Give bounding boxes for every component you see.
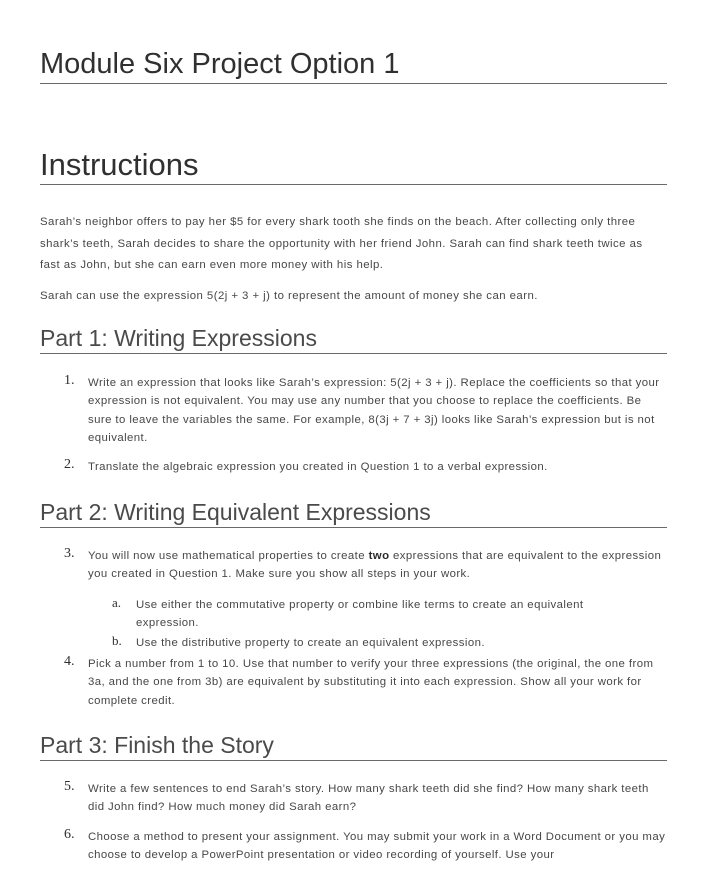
sub-list-letter: b. [112, 633, 122, 648]
list-text: Write a few sentences to end Sarah’s story. How many shark teeth did she find? How many shark teeth did John find? How much money did Sarah earn? [88, 783, 649, 814]
list-number: 5. [64, 779, 75, 794]
page-title: Module Six Project Option 1 [40, 46, 667, 84]
bold-emphasis: two [368, 550, 390, 562]
list-number: 4. [64, 654, 75, 669]
list-text [88, 547, 666, 584]
expression-paragraph: Sarah can use the expression 5(2j + 3 + j) to represent the amount of money she can earn. [40, 290, 538, 302]
sub-list-text: Use either the commutative property or combine like terms to create an equivalent expression. [136, 599, 584, 629]
part3-heading: Part 3: Finish the Story [40, 732, 667, 761]
list-number: 3. [64, 546, 75, 561]
list-number: 1. [64, 373, 75, 388]
part2-heading: Part 2: Writing Equivalent Expressions [40, 499, 667, 528]
sub-list-letter: a. [112, 595, 122, 610]
intro-paragraph: Sarah’s neighbor offers to pay her $5 for every shark tooth she finds on the beach. After collecting only three shark’s teeth, Sarah decides to share the opportunity with her friend John. Sarah can find shark teeth twice as fast as John, but she can earn even more money with his help. [40, 216, 643, 271]
list-text-after: expressions that are equivalent to the expression you created in Question 1. Make sure you show all steps in your work. [88, 550, 662, 581]
part1-heading: Part 1: Writing Expressions [40, 325, 667, 354]
sub-list-text: Use the distributive property to create an equivalent expression. [136, 637, 485, 649]
list-text: Pick a number from 1 to 10. Use that number to verify your three expressions (the original, the one from 3a, and the one from 3b) are equivalent by substituting it into each expression. Show all your work for complete credit. [88, 658, 654, 707]
list-text: Choose a method to present your assignment. You may submit your work in a Word Document or you may choose to develop a PowerPoint presentation or video recording of yourself. Use your [88, 831, 666, 862]
list-number: 6. [64, 827, 75, 842]
list-text-before: You will now use mathematical properties to create [88, 550, 369, 562]
list-text: Translate the algebraic expression you created in Question 1 to a verbal expression. [88, 461, 548, 473]
list-text: Write an expression that looks like Sarah’s expression: 5(2j + 3 + j). Replace the coefficients so that your expression is not equivalent. You may use any number that you choose to replace the coefficients. Be sure to leave the variables the same. For example, 8(3j + 7 + 3j) looks like Sarah’s expression but is not equivalent. [88, 377, 660, 444]
list-number: 2. [64, 457, 75, 472]
instructions-heading: Instructions [40, 147, 667, 185]
